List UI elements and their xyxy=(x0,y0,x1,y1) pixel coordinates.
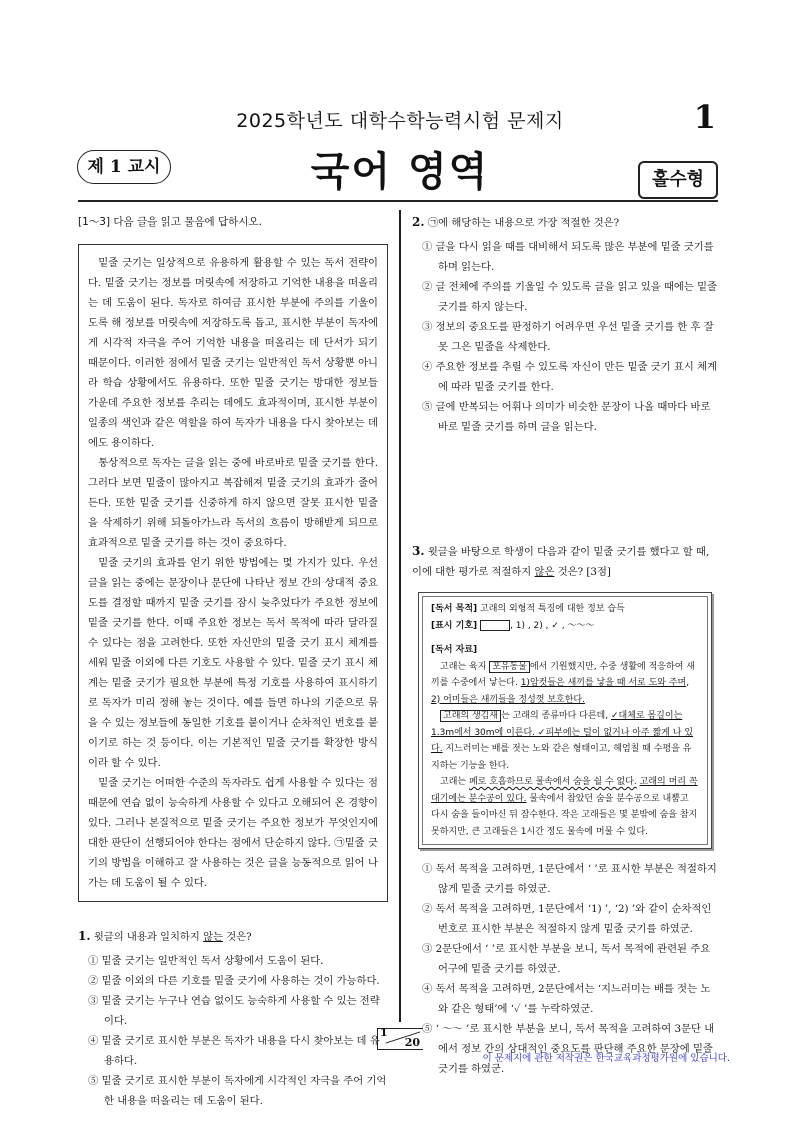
material-label-line xyxy=(431,642,699,659)
purpose-label: [독서 목적] xyxy=(431,604,478,614)
material-paragraph-3 xyxy=(431,774,699,840)
question-number: 1. xyxy=(78,929,91,943)
answer-choices xyxy=(412,859,718,1079)
boxed-phrase: 고래의 생김새 xyxy=(440,710,501,722)
boxed-phrase: 포유동물 xyxy=(489,661,530,673)
material-paragraph-2 xyxy=(431,708,699,774)
reading-passage xyxy=(78,244,388,902)
choice-3[interactable]: ③ 2문단에서 ‘ ’로 표시한 부분을 보니, 독서 목적에 관련된 주요 어구에 밑줄 긋기를 하였군. xyxy=(422,943,711,975)
question-1 xyxy=(78,926,388,1111)
purpose-text: 고래의 외형적 특징에 대한 정보 습득 xyxy=(480,604,625,614)
text: 는 고래의 종류마다 다른데, xyxy=(501,711,611,721)
left-column xyxy=(78,212,388,1111)
stem-emphasis: 않은 xyxy=(534,566,555,578)
choice-1[interactable]: ① 밑줄 긋기는 일반적인 독서 상황에서 도움이 된다. xyxy=(88,955,324,967)
question-stem xyxy=(412,541,718,582)
header-divider xyxy=(78,200,718,202)
choice-4[interactable]: ④ 독서 목적을 고려하면, 2문단에서는 ‘지느러미는 배를 젓는 노와 같은 형태’에 ‘✓ ’를 누락하였군. xyxy=(422,983,711,1015)
reference-box-content xyxy=(422,596,708,845)
footer-page-total: 20 xyxy=(404,1036,420,1049)
choice-3[interactable]: ③ 밑줄 긋기는 누구나 연습 없이도 능숙하게 사용할 수 있는 전략이다. xyxy=(88,995,380,1027)
stem-text: 것은? xyxy=(223,931,252,943)
text: 에서 기원했지만, 수중 생활에 적응하여 새끼를 수중에서 낳는다. xyxy=(431,661,695,688)
text: 물속에서 참았던 숨을 분수공으로 내뿜고 다시 숨을 들이마신 뒤 잠수한다. 작은 고래들은 몇 분밖에 숨을 참지 못하지만, 큰 고래들은 1시간 정도 물속에 머물 수 있다. xyxy=(431,793,698,837)
choice-5[interactable]: ⑤ 밑줄 긋기로 표시한 부분이 독자에게 시각적인 자극을 주어 기억한 내용을 떠올리는 데 도움이 된다. xyxy=(88,1075,387,1107)
question-number: 2. xyxy=(412,215,425,229)
material-paragraph-1 xyxy=(431,659,699,709)
text: 지느러미는 배를 젓는 노와 같은 형태이고, 헤엄칠 때 수평을 유지하는 기능을 한다. xyxy=(431,744,692,771)
column-divider xyxy=(399,210,401,1022)
text: 고래는 육지 xyxy=(440,661,490,672)
exam-header-title: 2025학년도 대학수학능력시험 문제지 xyxy=(236,110,564,132)
underlined-phrase: 1)암컷들은 새끼를 낳을 때 서로 도와 주며 xyxy=(520,678,687,688)
choice-5[interactable]: ⑤ 글에 반복되는 어휘나 의미가 비슷한 문장이 나올 때마다 바로바로 밑줄 긋기를 하며 글을 읽는다. xyxy=(422,401,711,433)
purpose-line xyxy=(431,601,699,618)
stem-emphasis: 않는 xyxy=(203,931,224,943)
symbols-text: , 1) , 2) , ✓ , ～～～ xyxy=(510,620,595,631)
passage-paragraph: 밑줄 긋기는 어떠한 수준의 독자라도 쉽게 사용할 수 있다는 점 때문에 연습 없이 능숙하게 사용할 수 있다고 오해되어 온 경향이 있다. 그러나 본질적으로 밑줄 긋기는 주요한 정보가 무엇인지에 대한 판단이 선행되어야 한다는 점에서 단순하지 않다. ㉠밑줄 긋기의 방법을 이해하고 잘 사용하는 것은 글을 능동적으로 읽어 나가는 데 도움이 될 수 있다. xyxy=(88,777,378,889)
right-column xyxy=(412,212,718,1079)
box-symbol-icon xyxy=(480,620,510,631)
choice-1[interactable]: ① 글을 다시 읽을 때를 대비해서 되도록 많은 부분에 밑줄 긋기를 하며 읽는다. xyxy=(422,241,714,273)
question-stem xyxy=(78,926,388,947)
underlined-phrase: 2) 어미들은 새끼들을 정성껏 보호한다. xyxy=(431,694,585,705)
form-type-badge: 홀수형 xyxy=(638,161,718,199)
passage-paragraph: 밑줄 긋기의 효과를 얻기 위한 방법에는 몇 가지가 있다. 우선 글을 읽는 중에는 문장이나 문단에 나타난 정보 간의 상대적 중요도를 결정할 때까지 밑줄 긋기를 잠시 늦추었다가 주요한 정보에 밑줄 긋기를 한다. 이때 주요한 정보는 독서 목적에 따라 달라질 수 있다는 점을 고려한다. 또한 자신만의 밑줄 긋기 표시 체계를 세워 밑줄 이외에 다른 기호도 사용할 수 있다. 밑줄 긋기 표시 체계는 밑줄 긋기가 필요한 부분에 특정 기호를 사용하여 표시하기로 독자가 미리 정해 놓는 것이다. 예를 들면 하나의 기준으로 묶을 수 있는 정보들에 동일한 기호를 붙이거나 순차적인 번호를 붙이기로 하는 것 등이다. 이는 기본적인 밑줄 긋기를 확장한 방식이라 할 수 있다. xyxy=(88,557,378,769)
choice-3[interactable]: ③ 정보의 중요도를 판정하기 어려우면 우선 밑줄 긋기를 한 후 잘못 그은 밑줄을 삭제한다. xyxy=(422,321,714,353)
symbols-line xyxy=(431,618,699,635)
question-stem xyxy=(412,212,718,233)
underlined-phrase: 고래의 머리 꼭대기에는 분수공이 있다. xyxy=(431,777,698,804)
choice-5[interactable]: ⑤ ‘ ～～ ’로 표시한 부분을 보니, 독서 목적을 고려하여 3문단 내에서 정보 간의 상대적인 중요도를 판단해 주요한 문장에 밑줄 긋기를 하였군. xyxy=(422,1023,715,1075)
footer-page-number: 1 xyxy=(380,1026,388,1039)
choice-4[interactable]: ④ 주요한 정보를 추릴 수 있도록 자신이 만든 밑줄 긋기 표시 체계에 따라 밑줄 긋기를 한다. xyxy=(422,361,717,393)
choice-4[interactable]: ④ 밑줄 긋기로 표시한 부분은 독자가 내용을 다시 찾아보는 데 유용하다. xyxy=(88,1035,380,1067)
set-instruction: [1～3] 다음 글을 읽고 물음에 답하시오. xyxy=(78,216,262,228)
stem-text: 윗글을 바탕으로 학생이 다음과 같이 밑줄 긋기를 했다고 할 때, 이에 대한 평가로 적절하지 xyxy=(412,546,710,578)
answer-choices xyxy=(412,237,718,437)
copyright-notice: 이 문제지에 관한 저작권은 한국교육과정평가원에 있습니다. xyxy=(482,1053,730,1064)
passage-paragraph: 밑줄 긋기는 일상적으로 유용하게 활용할 수 있는 독서 전략이다. 밑줄 긋기는 정보를 머릿속에 저장하고 기억한 내용을 떠올리는 데 도움이 된다. 독자로 하여금 표시한 부분에 주의를 기울이도록 해 정보를 머릿속에 저장하도록 돕고, 표시한 부분이 독자에게 시각적 자극을 주어 기억한 내용을 떠올리는 데 단서가 되기 때문이다. 이러한 점에서 밑줄 긋기는 일반적인 독서 상황뿐 아니라 학습 상황에서도 유용하다. 또한 밑줄 긋기는 방대한 정보들 가운데 주요한 정보를 추리는 데에도 효과적이며, 표시한 부분이 일종의 색인과 같은 역할을 하여 독자가 내용을 다시 찾아보는 데에도 용이하다. xyxy=(88,257,378,449)
footer-page-indicator xyxy=(377,1028,422,1048)
stem-text: ㉠에 해당하는 내용으로 가장 적절한 것은? xyxy=(427,217,620,229)
page-number: 1 xyxy=(693,98,716,136)
question-2 xyxy=(412,212,718,437)
wavy-underlined-phrase: 폐로 호흡하므로 물속에서 숨을 쉴 수 없다. xyxy=(468,777,637,787)
question-number: 3. xyxy=(412,544,425,558)
answer-choices xyxy=(78,951,388,1111)
underlined-phrase: ✓대체로 몸길이는 1.3m에서 30m에 이른다. ✓피부에는 털이 없거나 아주 짧게 나 있다. xyxy=(431,711,694,754)
reference-box xyxy=(418,592,712,849)
stem-text: 윗글의 내용과 일치하지 xyxy=(93,931,204,943)
period-badge: 제 1 교시 xyxy=(77,150,171,184)
material-label: [독서 자료] xyxy=(431,645,478,655)
choice-2[interactable]: ② 글 전체에 주의를 기울일 수 있도록 글을 읽고 있을 때에는 밑줄 긋기를 하지 않는다. xyxy=(422,281,717,313)
choice-2[interactable]: ② 독서 목적을 고려하면, 1문단에서 ‘1) ’, ‘2) ’와 같이 순차적인 번호로 표시한 부분은 적절하지 않게 밑줄 긋기를 하였군. xyxy=(422,903,712,935)
symbols-label: [표시 기호] xyxy=(431,620,478,631)
text: 고래는 xyxy=(440,777,469,787)
choice-1[interactable]: ① 독서 목적을 고려하면, 1문단에서 ‘ ’로 표시한 부분은 적절하지 않게 밑줄 긋기를 하였군. xyxy=(422,863,717,895)
question-3 xyxy=(412,541,718,1079)
choice-2[interactable]: ② 밑줄 이외의 다른 기호를 밑줄 긋기에 사용하는 것이 가능하다. xyxy=(88,975,380,987)
stem-text: 것은? [3점] xyxy=(554,566,611,578)
passage-paragraph: 통상적으로 독자는 글을 읽는 중에 바로바로 밑줄 긋기를 한다. 그러다 보면 밑줄이 많아지고 복잡해져 밑줄 긋기의 효과가 줄어든다. 또한 밑줄 긋기를 신중하게 하지 않으면 잘못 표시한 밑줄을 삭제하기 위해 되돌아가느라 독서의 흐름이 방해받게 되므로 효과적으로 밑줄 긋기를 하는 것이 중요하다. xyxy=(88,457,378,549)
text: , xyxy=(686,678,690,688)
subject-title: 국어 영역 xyxy=(310,149,490,195)
